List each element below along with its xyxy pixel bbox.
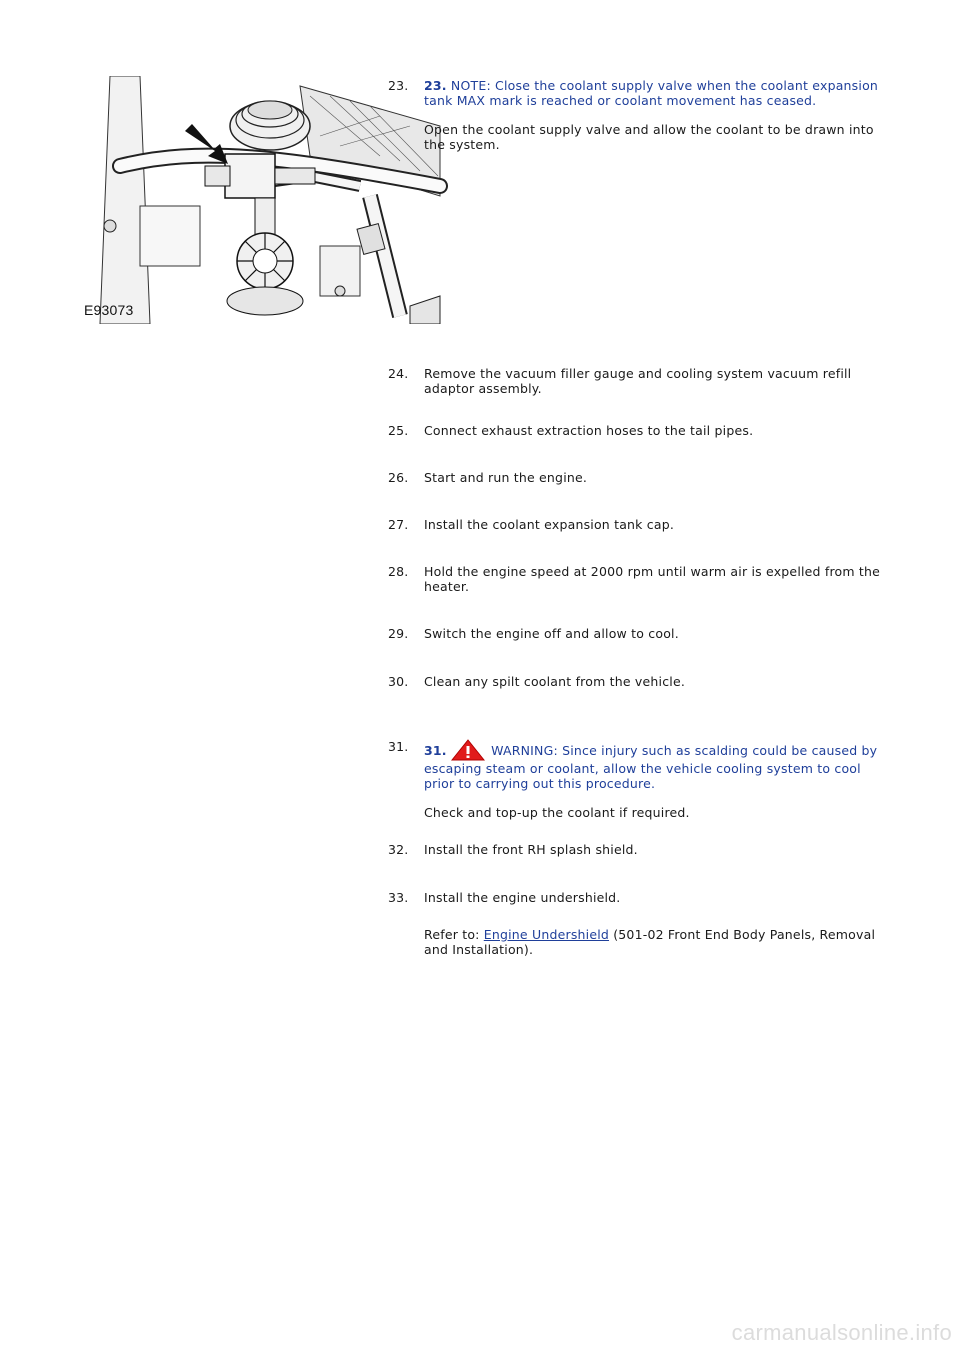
watermark: carmanualsonline.info xyxy=(731,1320,952,1345)
step-number: 27. xyxy=(388,517,409,532)
warning-step-ref: 31. xyxy=(424,743,447,758)
step-number: 33. xyxy=(388,890,409,905)
note-step-ref: 23. xyxy=(424,78,447,93)
step-number: 30. xyxy=(388,674,409,689)
step-text: Start and run the engine. xyxy=(424,470,588,485)
step-26 xyxy=(388,470,894,485)
step-number: 32. xyxy=(388,842,409,857)
step-33 xyxy=(388,890,894,957)
note-text: NOTE: Close the coolant supply valve when the coolant expansion tank MAX mark is reached or coolant movement has ceased. xyxy=(424,78,879,108)
step-24 xyxy=(388,366,894,396)
step-number: 25. xyxy=(388,423,409,438)
step-text: Install the coolant expansion tank cap. xyxy=(424,517,675,532)
step-number: 24. xyxy=(388,366,409,381)
engine-undershield-link[interactable]: Engine Undershield xyxy=(483,927,610,942)
warning-text: WARNING: Since injury such as scalding could be caused by escaping steam or coolant, allow the vehicle cooling system to cool prior to carrying out this procedure. xyxy=(424,743,878,791)
step-number: 31. xyxy=(388,739,409,754)
step-text: Hold the engine speed at 2000 rpm until warm air is expelled from the heater. xyxy=(424,564,881,594)
step-number: 23. xyxy=(388,78,409,93)
step-25 xyxy=(388,423,894,438)
engine-illustration xyxy=(80,76,448,324)
step-text: Install the engine undershield. xyxy=(424,890,621,905)
step-text: Check and top-up the coolant if required. xyxy=(424,805,690,820)
refer-prefix: Refer to: xyxy=(424,927,484,942)
refer-to-line xyxy=(424,927,894,957)
step-text: Install the front RH splash shield. xyxy=(424,842,638,857)
step-29 xyxy=(388,626,894,641)
step-text: Open the coolant supply valve and allow the coolant to be drawn into the system. xyxy=(424,122,874,152)
step-30 xyxy=(388,674,894,689)
step-28 xyxy=(388,564,894,594)
step-text: Connect exhaust extraction hoses to the tail pipes. xyxy=(424,423,754,438)
step-27 xyxy=(388,517,894,532)
step-31 xyxy=(388,739,894,820)
step-23 xyxy=(388,78,894,152)
figure-label: E93073 xyxy=(84,302,134,318)
step-number: 28. xyxy=(388,564,409,579)
step-text: Remove the vacuum filler gauge and cooling system vacuum refill adaptor assembly. xyxy=(424,366,852,396)
step-32 xyxy=(388,842,894,857)
step-text: Clean any spilt coolant from the vehicle. xyxy=(424,674,686,689)
refer-suffix: (501-02 Front End Body Panels, Removal and Installation). xyxy=(424,927,876,957)
engine-bay-figure xyxy=(80,76,448,324)
step-number: 29. xyxy=(388,626,409,641)
step-text: Switch the engine off and allow to cool. xyxy=(424,626,679,641)
step-number: 26. xyxy=(388,470,409,485)
warning-icon xyxy=(451,739,485,761)
